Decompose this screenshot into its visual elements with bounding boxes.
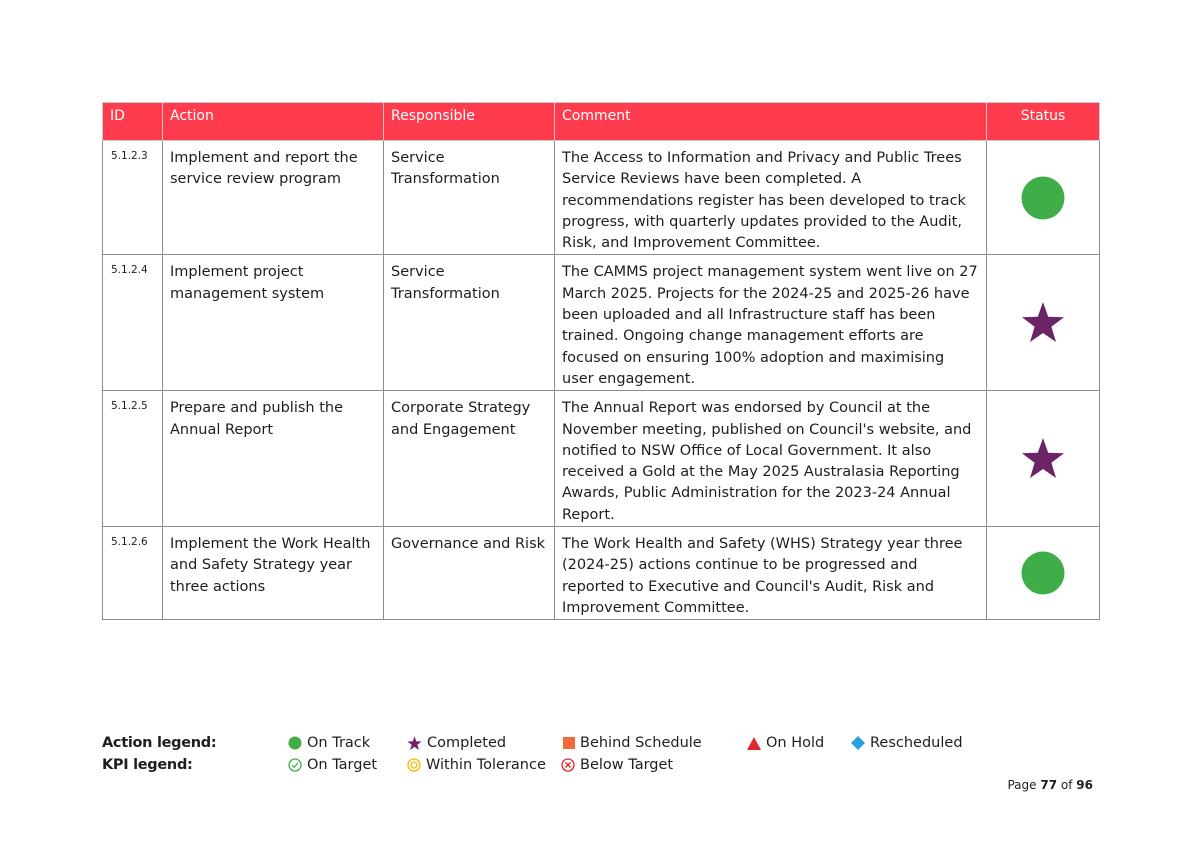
table-row xyxy=(103,255,1100,391)
row-id: 5.1.2.3 xyxy=(103,141,163,255)
table-row xyxy=(103,141,1100,255)
legend-on-hold-label: On Hold xyxy=(766,735,825,751)
row-comment: The CAMMS project management system went live on 27 March 2025. Projects for the 2024-25 and 2025-26 have been uploaded and all Infrastructure staff has been trained. Ongoing change management efforts are focused on ensuring 100% adoption and maximising user engagement. xyxy=(555,255,987,391)
page-of: of xyxy=(1060,778,1073,792)
action-legend-title: Action legend: xyxy=(102,735,217,751)
row-responsible: Service Transformation xyxy=(384,255,555,391)
table-header-row xyxy=(103,103,1100,141)
legend-on-track-label: On Track xyxy=(307,735,371,751)
concentric-circle-icon xyxy=(407,758,421,772)
legend-on-hold xyxy=(747,735,824,751)
legend-below-target xyxy=(561,757,673,773)
legend-completed xyxy=(407,735,506,751)
legend-completed-label: Completed xyxy=(427,735,507,751)
row-id: 5.1.2.5 xyxy=(103,391,163,527)
page-prefix: Page xyxy=(1007,778,1037,792)
row-status xyxy=(987,255,1100,391)
row-status xyxy=(987,391,1100,527)
header-action: Action xyxy=(163,103,384,141)
legend-below-target-label: Below Target xyxy=(580,757,674,773)
row-action: Implement project management system xyxy=(163,255,384,391)
row-responsible: Corporate Strategy and Engagement xyxy=(384,391,555,527)
legend-on-target xyxy=(288,757,377,773)
header-responsible: Responsible xyxy=(384,103,555,141)
page-number xyxy=(1007,778,1093,792)
purple-star-icon xyxy=(1021,437,1065,481)
row-comment: The Access to Information and Privacy and Public Trees Service Reviews have been completed. A recommendations register has been developed to track progress, with quarterly updates provided to the Audit, Risk, and Improvement Committee. xyxy=(555,141,987,255)
green-circle-icon xyxy=(1021,176,1065,220)
row-action: Prepare and publish the Annual Report xyxy=(163,391,384,527)
legend-behind-schedule-label: Behind Schedule xyxy=(580,735,702,751)
row-status xyxy=(987,141,1100,255)
check-circle-icon xyxy=(288,758,302,772)
row-id: 5.1.2.6 xyxy=(103,527,163,620)
row-responsible: Service Transformation xyxy=(384,141,555,255)
legend-on-target-label: On Target xyxy=(307,757,378,773)
row-action: Implement and report the service review program xyxy=(163,141,384,255)
x-circle-icon xyxy=(561,758,575,772)
actions-table xyxy=(102,102,1100,620)
legend-within-tolerance xyxy=(407,757,546,773)
legend-on-track xyxy=(288,735,370,751)
legend-within-tolerance-label: Within Tolerance xyxy=(426,757,546,773)
row-id: 5.1.2.4 xyxy=(103,255,163,391)
row-responsible: Governance and Risk xyxy=(384,527,555,620)
legend-rescheduled xyxy=(851,735,963,751)
header-id: ID xyxy=(103,103,163,141)
purple-star-icon xyxy=(1021,301,1065,345)
page-total: 96 xyxy=(1076,778,1093,792)
green-circle-icon xyxy=(1021,551,1065,595)
red-triangle-icon xyxy=(747,737,761,750)
green-circle-icon xyxy=(288,736,302,750)
row-comment: The Annual Report was endorsed by Council at the November meeting, published on Council's website, and notified to NSW Office of Local Government. It also received a Gold at the May 2025 Australasia Reporting Awards, Public Administration for the 2023-24 Annual Report. xyxy=(555,391,987,527)
page-current: 77 xyxy=(1040,778,1058,792)
legend-rescheduled-label: Rescheduled xyxy=(870,735,963,751)
blue-diamond-icon xyxy=(851,736,865,750)
header-status: Status xyxy=(987,103,1100,141)
row-action: Implement the Work Health and Safety Strategy year three actions xyxy=(163,527,384,620)
orange-square-icon xyxy=(563,737,575,749)
table-row xyxy=(103,527,1100,620)
row-status xyxy=(987,527,1100,620)
legend-behind-schedule xyxy=(563,735,702,751)
header-comment: Comment xyxy=(555,103,987,141)
table-row xyxy=(103,391,1100,527)
purple-star-icon xyxy=(407,736,422,751)
kpi-legend-title: KPI legend: xyxy=(102,757,193,773)
row-comment: The Work Health and Safety (WHS) Strategy year three (2024-25) actions continue to be progressed and reported to Executive and Council's Audit, Risk and Improvement Committee. xyxy=(555,527,987,620)
